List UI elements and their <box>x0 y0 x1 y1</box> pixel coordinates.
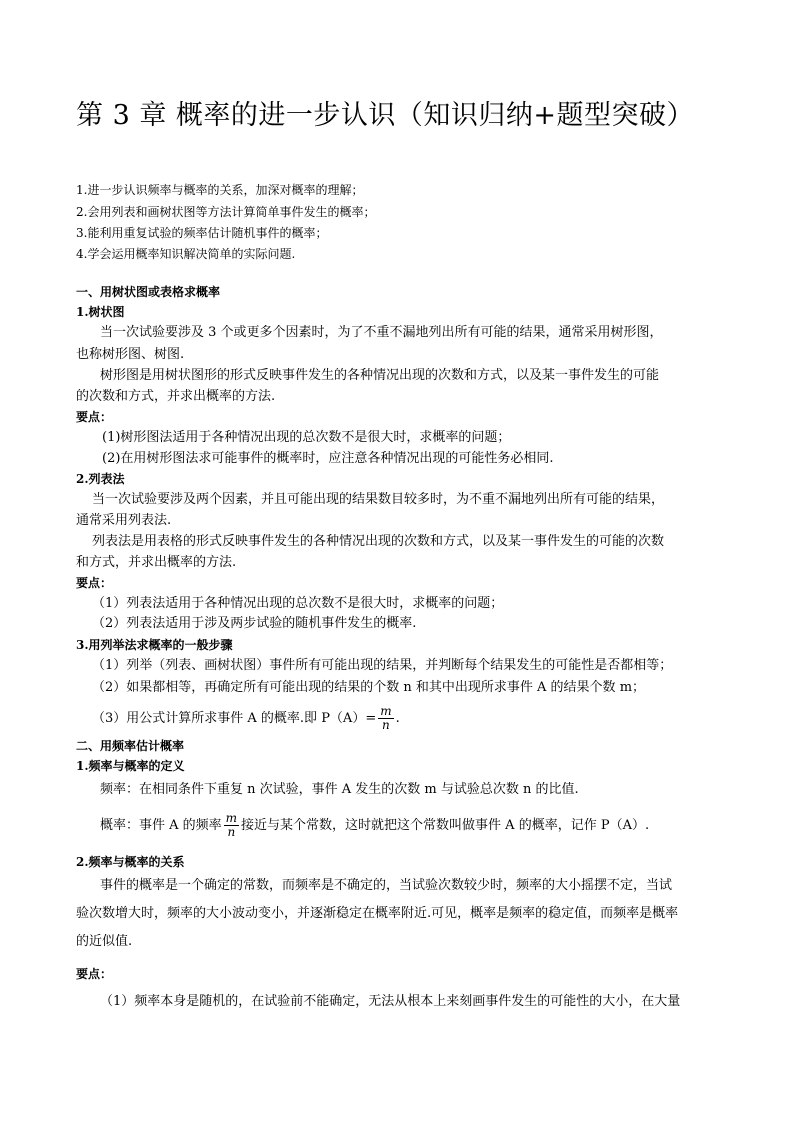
point-item: (1)树形图法适用于各种情况出现的总次数不是很大时，求概率的问题； <box>102 430 511 445</box>
paragraph: 验次数增大时，频率的大小波动变小，并逐渐稳定在概率附近.可见，概率是频率的稳定值，而频率是概率 <box>76 906 679 921</box>
page-title: 第 3 章 概率的进一步认识（知识归纳+题型突破） <box>76 100 695 131</box>
paragraph: 和方式，并求出概率的方法. <box>76 555 237 570</box>
objective-4: 4.学会运用概率知识解决简单的实际问题. <box>76 247 296 261</box>
point-item: （1）列表法适用于各种情况出现的总次数不是很大时，求概率的问题； <box>92 596 504 611</box>
paragraph: 列表法是用表格的形式反映事件发生的各种情况出现的次数和方式，以及某一事件发生的可能的次数 <box>92 534 665 549</box>
points-label: 要点： <box>76 967 113 981</box>
points-label: 要点： <box>76 410 113 424</box>
paragraph: 的近似值. <box>76 934 133 949</box>
section-2-heading: 二、用频率估计概率 <box>76 739 185 753</box>
fraction-denominator: n <box>227 825 236 839</box>
paragraph: 当一次试验要涉及 3 个或更多个因素时，为了不重不漏地列出所有可能的结果，通常采用树形图， <box>100 325 663 340</box>
points-label: 要点： <box>76 576 113 590</box>
objective-1: 1.进一步认识频率与概率的关系，加深对概率的理解； <box>76 183 364 197</box>
fraction-m-over-n <box>378 705 393 732</box>
point-item: （1）频率本身是随机的，在试验前不能确定，无法从根本上来刻画事件发生的可能性的大小，在大量 <box>100 994 681 1009</box>
subsection-definition-heading: 1.频率与概率的定义 <box>76 759 185 773</box>
section-1-heading: 一、用树状图或表格求概率 <box>76 285 221 299</box>
paragraph: 树形图是用树状图形的形式反映事件发生的各种情况出现的次数和方式，以及某一事件发生的可能 <box>100 368 660 383</box>
paragraph: 的次数和方式，并求出概率的方法. <box>76 389 276 404</box>
subsection-tree-heading: 1.树状图 <box>76 305 125 319</box>
definition-probability <box>100 810 649 842</box>
subsection-table-heading: 2.列表法 <box>76 472 125 486</box>
fraction-denominator: n <box>382 718 390 732</box>
subsection-steps-heading: 3.用列举法求概率的一般步骤 <box>76 638 233 652</box>
fraction-numerator: m <box>380 704 392 718</box>
objective-2: 2.会用列表和画树状图等方法计算简单事件发生的概率； <box>76 205 376 219</box>
step-item: （2）如果都相等，再确定所有可能出现的结果的个数 n 和其中出现所求事件 A 的结果个数 m； <box>92 680 646 695</box>
subsection-relation-heading: 2.频率与概率的关系 <box>76 855 185 869</box>
paragraph: 也称树形图、树图. <box>76 347 185 362</box>
definition-text: 概率：事件 A 的频率 <box>100 818 222 833</box>
point-item: （2）列表法适用于涉及两步试验的随机事件发生的概率. <box>92 616 417 631</box>
step-end: . <box>395 711 400 726</box>
definition-frequency: 频率：在相同条件下重复 n 次试验，事件 A 发生的次数 m 与试验总次数 n 的比值. <box>100 782 579 797</box>
fraction-m-over-n <box>224 812 239 839</box>
point-item: (2)在用树形图法求可能事件的概率时，应注意各种情况出现的可能性务必相同. <box>102 451 554 466</box>
definition-text: 接近与某个常数，这时就把这个常数叫做事件 A 的概率，记作 P（A）. <box>241 818 650 833</box>
paragraph: 事件的概率是一个确定的常数，而频率是不确定的，当试验次数较少时，频率的大小摇摆不定，当试 <box>100 878 673 893</box>
fraction-numerator: m <box>225 811 238 825</box>
step-item: （1）列举（列表、画树状图）事件所有可能出现的结果，并判断每个结果发生的可能性是否都相等； <box>92 658 673 673</box>
paragraph: 通常采用列表法. <box>76 513 172 528</box>
step-text: （3）用公式计算所求事件 A 的概率.即 P（A）= <box>92 711 377 726</box>
paragraph: 当一次试验要涉及两个因素，并且可能出现的结果数目较多时，为不重不漏地列出所有可能的结果， <box>92 492 665 507</box>
step-item-formula <box>92 704 400 734</box>
objective-3: 3.能利用重复试验的频率估计随机事件的概率； <box>76 226 328 240</box>
